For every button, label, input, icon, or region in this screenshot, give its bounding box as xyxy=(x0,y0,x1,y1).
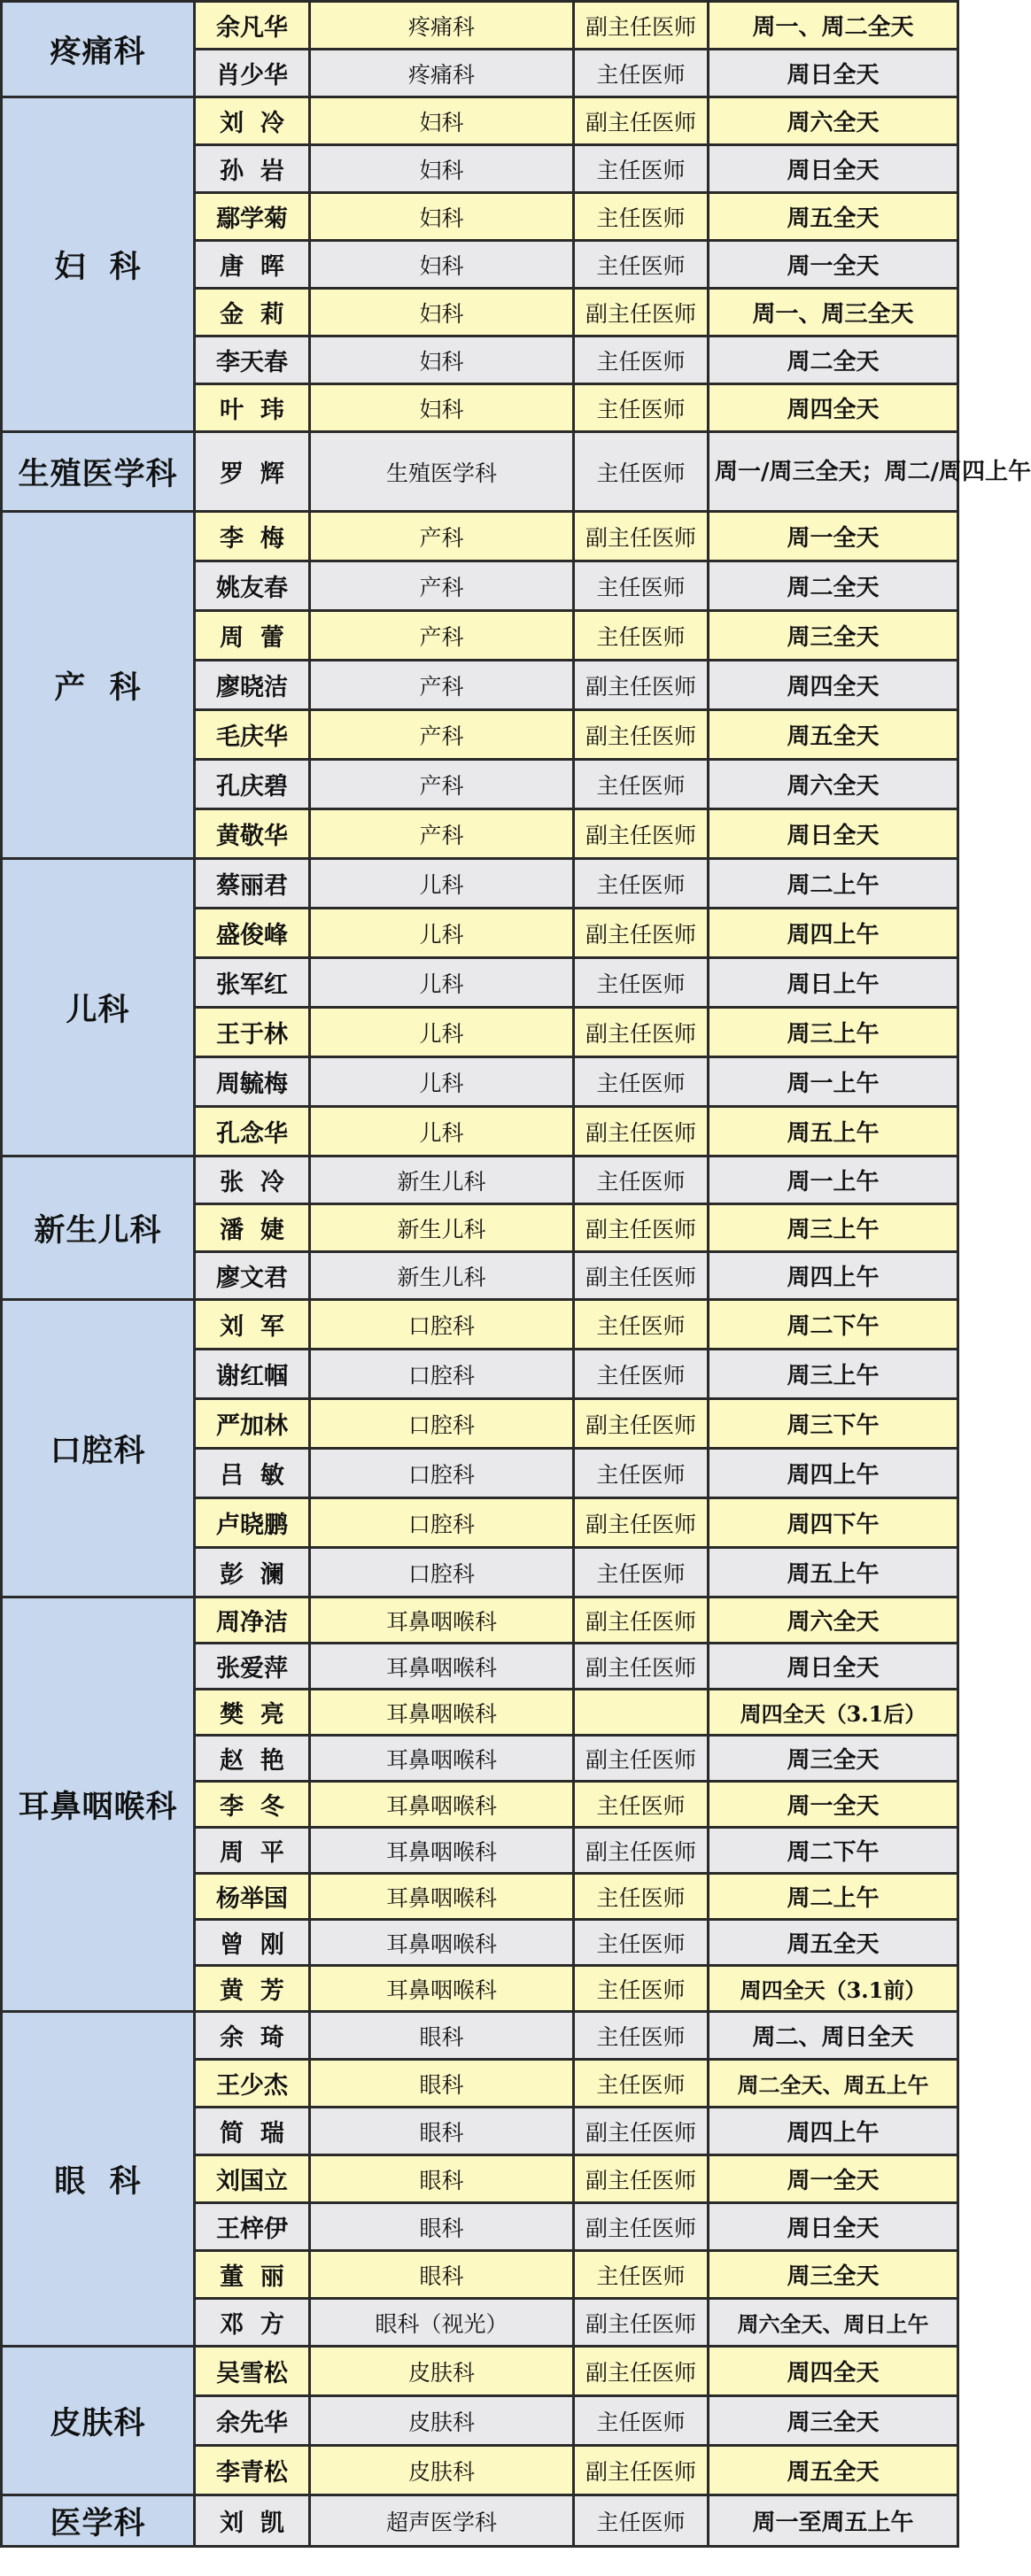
doctor-title: 副主任医师 xyxy=(574,1107,709,1156)
clinic-schedule: 周五全天 xyxy=(709,2446,958,2495)
table-row xyxy=(2,432,958,512)
doctor-title: 主任医师 xyxy=(574,1449,709,1498)
doctor-name: 李 梅 xyxy=(195,512,310,561)
doctor-title: 主任医师 xyxy=(574,561,709,611)
doctor-name: 樊 亮 xyxy=(195,1690,310,1736)
doctor-name: 孙 岩 xyxy=(195,145,310,193)
clinic-schedule: 周六全天 xyxy=(709,760,958,809)
doctor-title: 副主任医师 xyxy=(574,1597,709,1644)
doctor-name: 王梓伊 xyxy=(195,2203,310,2251)
doctor-title: 主任医师 xyxy=(574,2060,709,2108)
sub-department: 口腔科 xyxy=(310,1350,574,1399)
doctor-title: 副主任医师 xyxy=(574,512,709,561)
clinic-schedule: 周一全天 xyxy=(709,2155,958,2203)
table-row xyxy=(2,1597,958,1644)
sub-department: 皮肤科 xyxy=(310,2446,574,2495)
clinic-schedule: 周日全天 xyxy=(709,809,958,859)
clinic-schedule: 周二、周日全天 xyxy=(709,2012,958,2060)
sub-department: 耳鼻咽喉科 xyxy=(310,1644,574,1690)
clinic-schedule: 周五全天 xyxy=(709,1920,958,1966)
sub-department: 妇科 xyxy=(310,97,574,145)
table-row xyxy=(2,2347,958,2396)
clinic-schedule: 周一上午 xyxy=(709,1156,958,1204)
clinic-schedule: 周日全天 xyxy=(709,145,958,193)
sub-department: 产科 xyxy=(310,512,574,561)
doctor-name: 余凡华 xyxy=(195,2,310,50)
doctor-name: 廖晓洁 xyxy=(195,661,310,710)
doctor-title: 副主任医师 xyxy=(574,1498,709,1548)
doctor-name: 张 冷 xyxy=(195,1156,310,1204)
sub-department: 儿科 xyxy=(310,1107,574,1156)
doctor-title: 副主任医师 xyxy=(574,1736,709,1782)
doctor-name: 董 丽 xyxy=(195,2251,310,2299)
doctor-title: 副主任医师 xyxy=(574,710,709,760)
department-name: 新生儿科 xyxy=(2,1156,195,1300)
sub-department: 眼科（视光） xyxy=(310,2299,574,2347)
sub-department: 新生儿科 xyxy=(310,1204,574,1252)
doctor-title: 主任医师 xyxy=(574,2251,709,2299)
clinic-schedule: 周二全天 xyxy=(709,561,958,611)
clinic-schedule: 周三全天 xyxy=(709,2396,958,2446)
doctor-name: 余 琦 xyxy=(195,2012,310,2060)
clinic-schedule: 周四全天（3.1后） xyxy=(709,1690,958,1736)
doctor-title: 主任医师 xyxy=(574,1782,709,1828)
clinic-schedule: 周四上午 xyxy=(709,909,958,958)
clinic-schedule: 周日全天 xyxy=(709,2203,958,2251)
doctor-name: 孔庆碧 xyxy=(195,760,310,809)
clinic-schedule: 周六全天 xyxy=(709,1597,958,1644)
table-row xyxy=(2,97,958,145)
clinic-schedule: 周一全天 xyxy=(709,241,958,289)
doctor-name: 盛俊峰 xyxy=(195,909,310,958)
sub-department: 疼痛科 xyxy=(310,2,574,50)
department-name: 医学科 xyxy=(2,2495,195,2547)
doctor-name: 王于林 xyxy=(195,1008,310,1057)
doctor-title: 主任医师 xyxy=(574,1300,709,1350)
department-name: 产 科 xyxy=(2,512,195,859)
doctor-title: 主任医师 xyxy=(574,1156,709,1204)
doctor-name: 潘 婕 xyxy=(195,1204,310,1252)
doctor-title: 主任医师 xyxy=(574,145,709,193)
doctor-title: 副主任医师 xyxy=(574,2299,709,2347)
doctor-title: 主任医师 xyxy=(574,432,709,512)
doctor-name: 刘 军 xyxy=(195,1300,310,1350)
doctor-name: 周 平 xyxy=(195,1828,310,1874)
doctor-name: 周净洁 xyxy=(195,1597,310,1644)
doctor-name: 肖少华 xyxy=(195,50,310,97)
doctor-name: 周毓梅 xyxy=(195,1057,310,1107)
clinic-schedule: 周二上午 xyxy=(709,859,958,909)
department-name: 疼痛科 xyxy=(2,2,195,97)
clinic-schedule: 周四全天（3.1前） xyxy=(709,1966,958,2012)
clinic-schedule: 周四下午 xyxy=(709,1498,958,1548)
doctor-title: 副主任医师 xyxy=(574,2108,709,2155)
clinic-schedule: 周四全天 xyxy=(709,661,958,710)
doctor-name: 张军红 xyxy=(195,958,310,1008)
sub-department: 皮肤科 xyxy=(310,2347,574,2396)
doctor-name: 吴雪松 xyxy=(195,2347,310,2396)
doctor-title: 主任医师 xyxy=(574,1350,709,1399)
doctor-name: 李天春 xyxy=(195,337,310,384)
doctor-title: 副主任医师 xyxy=(574,1204,709,1252)
doctor-name: 罗 辉 xyxy=(195,432,310,512)
clinic-schedule: 周三上午 xyxy=(709,1350,958,1399)
clinic-schedule: 周四上午 xyxy=(709,1449,958,1498)
table-row xyxy=(2,859,958,909)
sub-department: 儿科 xyxy=(310,1008,574,1057)
sub-department: 新生儿科 xyxy=(310,1156,574,1204)
clinic-schedule: 周日上午 xyxy=(709,958,958,1008)
sub-department: 妇科 xyxy=(310,145,574,193)
department-name: 皮肤科 xyxy=(2,2347,195,2495)
sub-department: 眼科 xyxy=(310,2060,574,2108)
doctor-title: 主任医师 xyxy=(574,760,709,809)
clinic-schedule: 周三全天 xyxy=(709,1736,958,1782)
sub-department: 儿科 xyxy=(310,958,574,1008)
doctor-name: 王少杰 xyxy=(195,2060,310,2108)
sub-department: 妇科 xyxy=(310,241,574,289)
sub-department: 妇科 xyxy=(310,384,574,432)
doctor-name: 赵 艳 xyxy=(195,1736,310,1782)
clinic-schedule: 周四全天 xyxy=(709,2347,958,2396)
doctor-name: 邓 方 xyxy=(195,2299,310,2347)
doctor-name: 唐 晖 xyxy=(195,241,310,289)
sub-department: 口腔科 xyxy=(310,1399,574,1449)
clinic-schedule: 周二下午 xyxy=(709,1828,958,1874)
clinic-schedule: 周五上午 xyxy=(709,1548,958,1597)
doctor-title: 主任医师 xyxy=(574,50,709,97)
sub-department: 口腔科 xyxy=(310,1300,574,1350)
clinic-schedule: 周二全天、周五上午 xyxy=(709,2060,958,2108)
doctor-name: 李 冬 xyxy=(195,1782,310,1828)
doctor-name: 黄 芳 xyxy=(195,1966,310,2012)
clinic-schedule: 周四上午 xyxy=(709,2108,958,2155)
sub-department: 儿科 xyxy=(310,1057,574,1107)
clinic-schedule: 周日全天 xyxy=(709,50,958,97)
doctor-name: 李青松 xyxy=(195,2446,310,2495)
doctor-title: 副主任医师 xyxy=(574,2203,709,2251)
table-row xyxy=(2,2012,958,2060)
clinic-schedule: 周三上午 xyxy=(709,1008,958,1057)
doctor-title: 主任医师 xyxy=(574,958,709,1008)
doctor-name: 叶 玮 xyxy=(195,384,310,432)
doctor-title: 主任医师 xyxy=(574,1057,709,1107)
clinic-schedule: 周六全天 xyxy=(709,97,958,145)
sub-department: 眼科 xyxy=(310,2203,574,2251)
sub-department: 耳鼻咽喉科 xyxy=(310,1597,574,1644)
clinic-schedule: 周二下午 xyxy=(709,1300,958,1350)
doctor-title: 主任医师 xyxy=(574,1966,709,2012)
clinic-schedule: 周三下午 xyxy=(709,1399,958,1449)
doctor-name: 彭 澜 xyxy=(195,1548,310,1597)
doctor-title: 副主任医师 xyxy=(574,2446,709,2495)
sub-department: 新生儿科 xyxy=(310,1252,574,1300)
clinic-schedule: 周三上午 xyxy=(709,1204,958,1252)
sub-department: 耳鼻咽喉科 xyxy=(310,1828,574,1874)
clinic-schedule: 周一/周三全天；周二/周四上午 xyxy=(709,432,958,512)
sub-department: 产科 xyxy=(310,661,574,710)
doctor-title: 副主任医师 xyxy=(574,1828,709,1874)
clinic-schedule: 周四全天 xyxy=(709,384,958,432)
sub-department: 耳鼻咽喉科 xyxy=(310,1920,574,1966)
table-row xyxy=(2,1300,958,1350)
clinic-schedule: 周二全天 xyxy=(709,337,958,384)
sub-department: 产科 xyxy=(310,611,574,661)
doctor-title: 副主任医师 xyxy=(574,1399,709,1449)
doctor-name: 简 瑞 xyxy=(195,2108,310,2155)
department-name: 妇 科 xyxy=(2,97,195,432)
doctor-title: 副主任医师 xyxy=(574,1252,709,1300)
sub-department: 妇科 xyxy=(310,337,574,384)
sub-department: 疼痛科 xyxy=(310,50,574,97)
doctor-title: 主任医师 xyxy=(574,241,709,289)
department-name: 儿科 xyxy=(2,859,195,1156)
doctor-name: 蔡丽君 xyxy=(195,859,310,909)
table-row xyxy=(2,2,958,50)
doctor-title: 副主任医师 xyxy=(574,289,709,337)
doctor-name: 吕 敏 xyxy=(195,1449,310,1498)
clinic-schedule: 周三全天 xyxy=(709,2251,958,2299)
doctor-title: 副主任医师 xyxy=(574,2155,709,2203)
department-name: 眼 科 xyxy=(2,2012,195,2347)
doctor-title: 副主任医师 xyxy=(574,97,709,145)
sub-department: 眼科 xyxy=(310,2155,574,2203)
doctor-title xyxy=(574,1690,709,1736)
sub-department: 产科 xyxy=(310,561,574,611)
sub-department: 儿科 xyxy=(310,859,574,909)
doctor-name: 曾 刚 xyxy=(195,1920,310,1966)
table-row xyxy=(2,1156,958,1204)
clinic-schedule: 周三全天 xyxy=(709,611,958,661)
doctor-title: 副主任医师 xyxy=(574,809,709,859)
table-row xyxy=(2,2495,958,2547)
doctor-title: 主任医师 xyxy=(574,193,709,241)
doctor-name: 杨举国 xyxy=(195,1874,310,1920)
doctor-title: 副主任医师 xyxy=(574,2347,709,2396)
department-name: 生殖医学科 xyxy=(2,432,195,512)
sub-department: 口腔科 xyxy=(310,1498,574,1548)
clinic-schedule: 周五全天 xyxy=(709,710,958,760)
doctor-title: 主任医师 xyxy=(574,859,709,909)
doctor-title: 副主任医师 xyxy=(574,1008,709,1057)
clinic-schedule: 周一全天 xyxy=(709,1782,958,1828)
doctor-name: 严加林 xyxy=(195,1399,310,1449)
clinic-schedule: 周一至周五上午 xyxy=(709,2495,958,2547)
doctor-name: 姚友春 xyxy=(195,561,310,611)
sub-department: 超声医学科 xyxy=(310,2495,574,2547)
doctor-title: 主任医师 xyxy=(574,337,709,384)
doctor-name: 黄敬华 xyxy=(195,809,310,859)
doctor-name: 孔念华 xyxy=(195,1107,310,1156)
doctor-title: 主任医师 xyxy=(574,2396,709,2446)
clinic-schedule: 周一全天 xyxy=(709,512,958,561)
clinic-schedule: 周一、周二全天 xyxy=(709,2,958,50)
sub-department: 耳鼻咽喉科 xyxy=(310,1782,574,1828)
sub-department: 眼科 xyxy=(310,2012,574,2060)
doctor-title: 主任医师 xyxy=(574,1874,709,1920)
doctor-name: 余先华 xyxy=(195,2396,310,2446)
doctor-name: 卢晓鹏 xyxy=(195,1498,310,1548)
doctor-title: 主任医师 xyxy=(574,2012,709,2060)
sub-department: 耳鼻咽喉科 xyxy=(310,1690,574,1736)
doctor-name: 刘 凯 xyxy=(195,2495,310,2547)
department-name: 口腔科 xyxy=(2,1300,195,1597)
doctor-title: 主任医师 xyxy=(574,384,709,432)
sub-department: 口腔科 xyxy=(310,1548,574,1597)
doctor-title: 副主任医师 xyxy=(574,1644,709,1690)
doctor-name: 廖文君 xyxy=(195,1252,310,1300)
doctor-name: 刘国立 xyxy=(195,2155,310,2203)
sub-department: 产科 xyxy=(310,710,574,760)
sub-department: 眼科 xyxy=(310,2108,574,2155)
sub-department: 口腔科 xyxy=(310,1449,574,1498)
clinic-schedule: 周五全天 xyxy=(709,193,958,241)
doctor-name: 谢红帼 xyxy=(195,1350,310,1399)
sub-department: 眼科 xyxy=(310,2251,574,2299)
doctor-title: 副主任医师 xyxy=(574,2,709,50)
sub-department: 妇科 xyxy=(310,193,574,241)
clinic-schedule: 周四上午 xyxy=(709,1252,958,1300)
doctor-name: 鄢学菊 xyxy=(195,193,310,241)
doctor-title: 副主任医师 xyxy=(574,909,709,958)
doctor-title: 主任医师 xyxy=(574,611,709,661)
table-row xyxy=(2,512,958,561)
doctor-title: 主任医师 xyxy=(574,1920,709,1966)
doctor-title: 主任医师 xyxy=(574,2495,709,2547)
clinic-schedule: 周一上午 xyxy=(709,1057,958,1107)
sub-department: 耳鼻咽喉科 xyxy=(310,1874,574,1920)
doctor-name: 周 蕾 xyxy=(195,611,310,661)
doctor-name: 金 莉 xyxy=(195,289,310,337)
clinic-schedule: 周一、周三全天 xyxy=(709,289,958,337)
sub-department: 妇科 xyxy=(310,289,574,337)
clinic-schedule: 周日全天 xyxy=(709,1644,958,1690)
sub-department: 产科 xyxy=(310,760,574,809)
sub-department: 耳鼻咽喉科 xyxy=(310,1966,574,2012)
sub-department: 耳鼻咽喉科 xyxy=(310,1736,574,1782)
schedule-body xyxy=(2,2,1031,2547)
sub-department: 生殖医学科 xyxy=(310,432,574,512)
doctor-name: 刘 冷 xyxy=(195,97,310,145)
doctor-name: 张爱萍 xyxy=(195,1644,310,1690)
sub-department: 产科 xyxy=(310,809,574,859)
department-name: 耳鼻咽喉科 xyxy=(2,1597,195,2012)
clinic-schedule: 周二上午 xyxy=(709,1874,958,1920)
doctor-title: 主任医师 xyxy=(574,1548,709,1597)
doctor-title: 副主任医师 xyxy=(574,661,709,710)
sub-department: 儿科 xyxy=(310,909,574,958)
doctor-name: 毛庆华 xyxy=(195,710,310,760)
sub-department: 皮肤科 xyxy=(310,2396,574,2446)
clinic-schedule: 周六全天、周日上午 xyxy=(709,2299,958,2347)
clinic-schedule: 周五上午 xyxy=(709,1107,958,1156)
